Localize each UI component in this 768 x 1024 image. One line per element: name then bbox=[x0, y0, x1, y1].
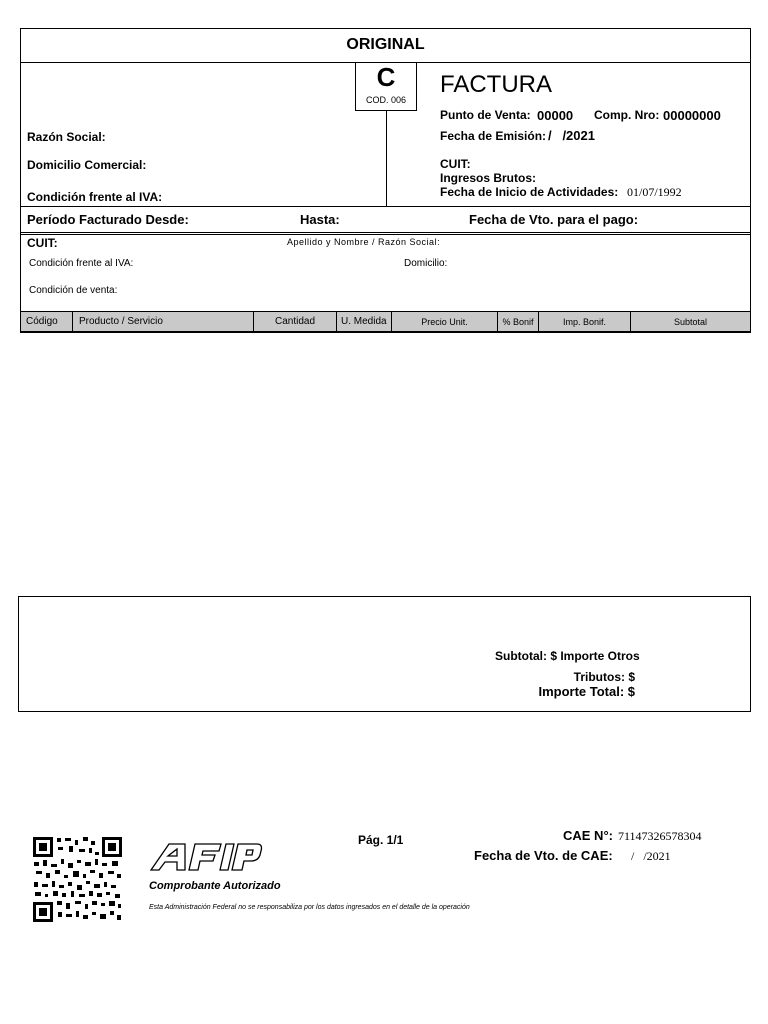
client-iva-label: Condición frente al IVA: bbox=[29, 258, 134, 269]
issuer-iva-label: Condición frente al IVA: bbox=[27, 190, 163, 204]
inicio-actividades-value: 01/07/1992 bbox=[627, 185, 682, 199]
issuer-divider bbox=[386, 111, 387, 206]
col-subtotal: Subtotal bbox=[630, 311, 751, 332]
issuer-domicilio-label: Domicilio Comercial: bbox=[27, 158, 147, 172]
cuit-label: CUIT: bbox=[440, 157, 471, 171]
importe-total-label: Importe Total: $ bbox=[538, 684, 635, 699]
tributos-label: Tributos: $ bbox=[573, 670, 635, 684]
periodo-desde-label: Período Facturado Desde: bbox=[27, 212, 189, 227]
vto-pago-label: Fecha de Vto. para el pago: bbox=[469, 212, 639, 227]
col-bonif: % Bonif bbox=[497, 311, 538, 332]
qr-code-icon bbox=[31, 835, 124, 924]
cae-vto-label: Fecha de Vto. de CAE: bbox=[474, 848, 613, 863]
subtotal-label: Subtotal: $ Importe Otros bbox=[495, 649, 640, 663]
totals-box bbox=[18, 596, 751, 712]
col-imp-bonif: Imp. Bonif. bbox=[538, 311, 630, 332]
client-domicilio-label: Domicilio: bbox=[404, 258, 448, 269]
cae-value: 71147326578304 bbox=[618, 829, 702, 843]
punto-venta-value: 00000 bbox=[537, 108, 574, 123]
col-u-medida: U. Medida bbox=[336, 311, 391, 332]
fecha-emision-label: Fecha de Emisión: bbox=[440, 129, 547, 143]
client-cuit-label: CUIT: bbox=[27, 236, 58, 250]
ingresos-brutos-label: Ingresos Brutos: bbox=[440, 171, 537, 185]
page-label: Pág. 1/1 bbox=[358, 833, 404, 847]
invoice-letter: C bbox=[376, 62, 396, 92]
comp-nro-label: Comp. Nro: bbox=[594, 108, 660, 122]
cae-vto-value: / /2021 bbox=[631, 849, 671, 863]
col-precio-unit: Precio Unit. bbox=[391, 311, 497, 332]
fecha-emision-value: / /2021 bbox=[548, 128, 595, 143]
period-bottom-line bbox=[20, 232, 751, 233]
comp-nro-value: 00000000 bbox=[663, 108, 721, 123]
col-codigo: Código bbox=[20, 311, 72, 332]
afip-logo bbox=[149, 840, 263, 872]
authorized-label: Comprobante Autorizado bbox=[149, 880, 281, 892]
period-bottom-line-2 bbox=[20, 234, 751, 235]
cae-label: CAE N°: bbox=[563, 828, 613, 843]
disclaimer: Esta Administración Federal no se responsabiliza por los datos ingresados en el detalle de la operación bbox=[149, 904, 470, 911]
copy-label: ORIGINAL bbox=[346, 36, 425, 53]
client-venta-label: Condición de venta: bbox=[29, 285, 118, 296]
invoice-type: FACTURA bbox=[440, 71, 553, 98]
client-nombre-label: Apellido y Nombre / Razón Social: bbox=[287, 237, 441, 247]
col-cantidad: Cantidad bbox=[253, 311, 336, 332]
punto-venta-label: Punto de Venta: bbox=[440, 108, 531, 122]
period-top-line bbox=[20, 206, 751, 207]
invoice-code: COD. 006 bbox=[365, 95, 407, 105]
periodo-hasta-label: Hasta: bbox=[300, 212, 340, 227]
issuer-razon-social-label: Razón Social: bbox=[27, 130, 106, 144]
inicio-actividades-label: Fecha de Inicio de Actividades: bbox=[440, 185, 619, 199]
col-producto: Producto / Servicio bbox=[72, 311, 253, 332]
